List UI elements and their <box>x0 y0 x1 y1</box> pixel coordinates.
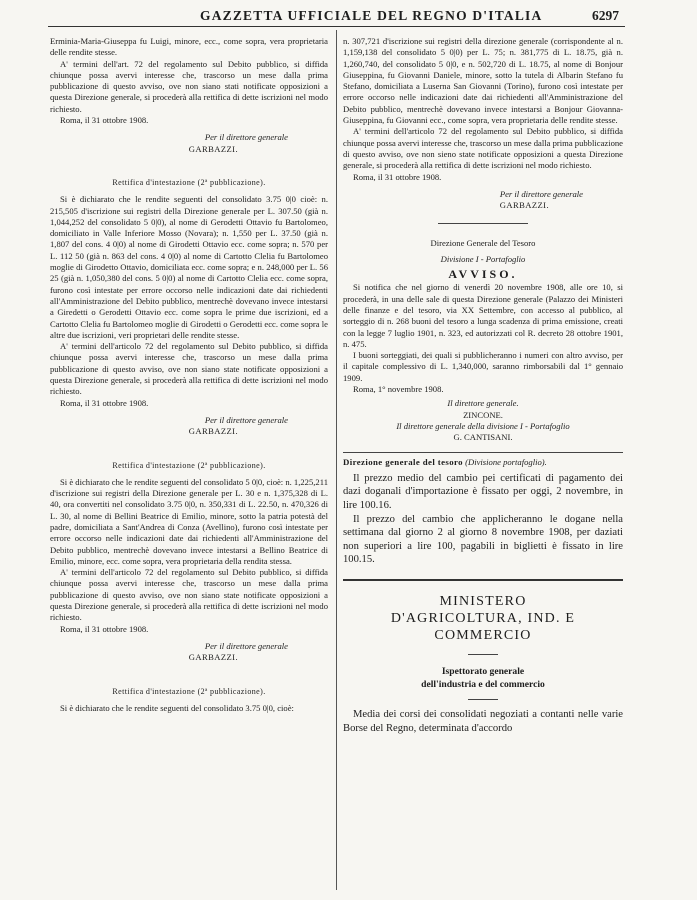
cambio-heading <box>343 457 623 468</box>
column-divider <box>336 30 337 890</box>
signature-title-a: Per il direttore generale <box>204 132 288 143</box>
header-rule <box>48 26 625 27</box>
avviso-body-2: I buoni sorteggiati, dei quali si pubblicheranno i numeri con altro avviso, per il capitale complessivo di L. 1,340,000, saranno rimborsabili dal 1° gennaio 1909. <box>343 350 623 383</box>
signature-name-a: GARBAZZI. <box>188 143 238 154</box>
rule <box>343 452 623 453</box>
avviso-sig-title-2: Il direttore generale della divisione I - Portafoglio <box>396 420 570 431</box>
left-column <box>50 36 328 714</box>
cambio-paragraph-1: Il prezzo medio del cambio pei certificati di pagamento dei dazi doganali d'importazione è fissato per oggi, 2 novembre, in lire 100.16. <box>343 472 623 511</box>
cambio-paragraph-2: Il prezzo del cambio che applicheranno le dogane nella settimana dal giorno 2 al giorno 8 novembre 1908, per daziati non superiori a lire 100, pagabili in biglietti è fissato in lire 100.15. <box>343 513 623 566</box>
section-title-c: Rettifica d'intestazione (2ª pubblicazione). <box>112 460 266 470</box>
avviso-sig-title: Il direttore generale. <box>447 398 519 409</box>
cambio-heading-div: (Divisione portafoglio). <box>465 456 547 467</box>
direzione-tesoro-heading: Direzione Generale del Tesoro <box>430 238 536 249</box>
date-b: Roma, il 31 ottobre 1908. <box>60 397 149 408</box>
avviso-sig-name: ZINCONE. <box>463 409 503 420</box>
avviso-date: Roma, 1° novembre 1908. <box>353 384 444 395</box>
section-rule <box>343 579 623 581</box>
masthead: GAZZETTA UFFICIALE DEL REGNO D'ITALIA <box>200 8 543 23</box>
art72-paragraph-right: A' termini dell'articolo 72 del regolamento sul Debito pubblico, si diffida chiunque possa avervi interesse che, trascorso un mese dalla prima pubblicazione di questo avviso, ove non sieno state notificate opposizioni a questa Direzione generale, si procederà alla rettifica di dette iscrizioni nel modo richiesto. <box>343 126 623 171</box>
body-c: Si è dichiarato che le rendite seguenti del consolidato 5 0|0, cioè: n. 1,225,211 d'iscrizione sui registri della Direzione generale per L. 30 e n. 1,375,328 di L. 40, ora convertiti nel consolidato 3.75 0|0, n. 350,331 di L. 22.50, n. 470,326 di L. 30, al nome di Bellini Beatrice di Emilio, minore, sotto la patria potestà del padre, domiciliata a Sant'Andrea di Conza (Avellino), furono così intestate per errore occorso nelle indicazioni date dai richiedenti all'Amministrazione del Debito pubblico, mentrechè dovevano invece intestarsi a Bellino Beatrice di Emilio, minore, ecc. come sopra, vera proprietaria della rendita stessa. <box>50 476 328 566</box>
avviso-body-1: Si notifica che nel giorno di venerdì 20 novembre 1908, alle ore 10, si procederà, in una delle sale di questa Direzione generale (Palazzo dei Ministeri delle finanze e del tesoro, via XX Settembre, con accesso al pubblico, al sorteggio di n. 268 buoni del tesoro a lunga scadenza di prima emissione, creati con la legge 7 luglio 1901, n. 323, ed autorizzati col R. decreto 28 ottobre 1901, n. 475. <box>343 282 623 349</box>
intro-paragraph: Erminia-Maria-Giuseppa fu Luigi, minore, ecc., come sopra, vera proprietaria delle rendite stesse. <box>50 36 328 58</box>
section-title-d: Rettifica d'intestazione (2ª pubblicazione). <box>112 686 266 696</box>
right-column <box>343 36 623 735</box>
separator-3 <box>468 699 498 700</box>
ispettorato-heading-2: dell'industria e del commercio <box>421 678 545 690</box>
separator <box>438 223 528 224</box>
date-right: Roma, il 31 ottobre 1908. <box>353 171 442 182</box>
signature-title-b: Per il direttore generale <box>204 414 288 425</box>
signature-title-right: Per il direttore generale <box>499 188 583 199</box>
ministero-heading-1: MINISTERO <box>439 593 527 609</box>
art72-paragraph-a: A' termini dell'art. 72 del regolamento sul Debito pubblico, si diffida chiunque possa avervi interesse che, trascorso un mese dalla prima pubblicazione di questo avviso, ove non siano stati notificate opposizioni a questa Direzione generale, si procederà alla rettifica di dette iscrizioni nel modo richiesto. <box>50 58 328 114</box>
continuation-paragraph: n. 307,721 d'iscrizione sui registri della direzione generale (corrispondente al n. 1,159,138 del consolidato 5 0|0) per L. 75; n. 381,775 di L. 18.75, già n. 1,260,740, del consolidato 5 0|0, e n. 502,720 di L. 18.75, al nome di Bonjour Giuseppina, fu Giovanni Daniele, minore, sotto la tutela di Albarin Stefano fu Stefano, domiciliata a Luserna San Giovanni (Torino), furono così intestate per errore occorso nelle indicazioni date dai richiedenti all'Amministrazione del Debito pubblico, mentrechè dovevano invece intestarsi a Bonjour Giovanna-Giuseppina, fu Giovanni ecc., come sopra, vera proprietaria delle rendite stesse. <box>343 36 623 126</box>
page-number: 6297 <box>592 8 619 23</box>
signature-name-c: GARBAZZI. <box>188 652 238 663</box>
section-title-b: Rettifica d'intestazione (2ª pubblicazione). <box>112 177 266 187</box>
signature-title-c: Per il direttore generale <box>204 640 288 651</box>
divisione-heading: Divisione I - Portafoglio <box>440 253 526 264</box>
ministero-heading-2: D'AGRICOLTURA, IND. E COMMERCIO <box>390 610 576 643</box>
separator-2 <box>468 654 498 655</box>
signature-name-right: GARBAZZI. <box>499 200 549 211</box>
body-d: Si è dichiarato che le rendite seguenti del consolidato 3.75 0|0, cioè: <box>60 702 294 713</box>
date-a: Roma, il 31 ottobre 1908. <box>60 115 149 126</box>
media-paragraph: Media dei corsi dei consolidati negoziati a contanti nelle varie Borse del Regno, determinata d'accordo <box>343 708 623 734</box>
signature-name-b: GARBAZZI. <box>188 426 238 437</box>
ispettorato-heading-1: Ispettorato generale <box>441 665 525 677</box>
page-header <box>0 8 697 28</box>
art72-paragraph-b: A' termini dell'articolo 72 del regolamento sul Debito pubblico, si diffida chiunque possa avervi interesse che, trascorso un mese dalla prima pubblicazione di questo avviso, ove non siano state notificate opposizioni a questa Direzione generale, si procederà alla rettifica di dette iscrizioni nel modo richiesto. <box>50 341 328 397</box>
body-b: Si è dichiarato che le rendite seguenti del consolidato 3.75 0|0 cioè: n. 215,505 d'iscrizione sui registri della Direzione generale per L. 307.50 (già n. 1,044,252 del consolidato 5 0|0), al nome di Gerodetti Ottavio fu Bartolomeo, domiciliato in Valle Inferiore Mosso (Novara); n. 1,550 per L. 37.50 (già n. 1,807 del cons. 4 0|0) al nome di Girodetti Ottavio ecc. come sopra; n. 570 per L. 112 50 (già n. 863 del cons. 4 0|0) al nome di Cartotto Clelia fu Bartolomeo moglie di Girodetto Ottavio, domiciliata ecc. come sopra; e n. 248,000 per L. 56 25 (già n. 1,050,380 del cons. 5 0|0) al nome di Cartotto Clelia ecc. come sopra, furono così intestate per errore occorso nelle indicazioni date dai richiedenti all'Amministrazione del Debito pubblico, mentrechè dovevano invece intestarsi a Giredetti o Gerodetti Ottavio ecc. come sopra le prime due iscrizioni, ed a Cartotto Clelia fu Bartolomeo moglie di Girodetti o Gerodetti ecc. come sopra le altre due iscrizioni, veri proprietari delle rendite stesse. <box>50 194 328 340</box>
cambio-heading-main: Direzione generale del tesoro <box>343 456 463 467</box>
avviso-title: AVVISO. <box>448 267 518 282</box>
avviso-sig-name-2: G. CANTISANI. <box>453 432 513 443</box>
art72-paragraph-c: A' termini dell'articolo 72 del regolamento sul Debito pubblico, si diffida chiunque possa avervi interesse che, trascorso un mese dalla prima pubblicazione di questo avviso, ove non siano state notificate opposizioni a questa Direzione generale, si procederà alla rettifica di dette iscrizioni nel modo richiesto. <box>50 567 328 623</box>
date-c: Roma, il 31 ottobre 1908. <box>60 623 149 634</box>
